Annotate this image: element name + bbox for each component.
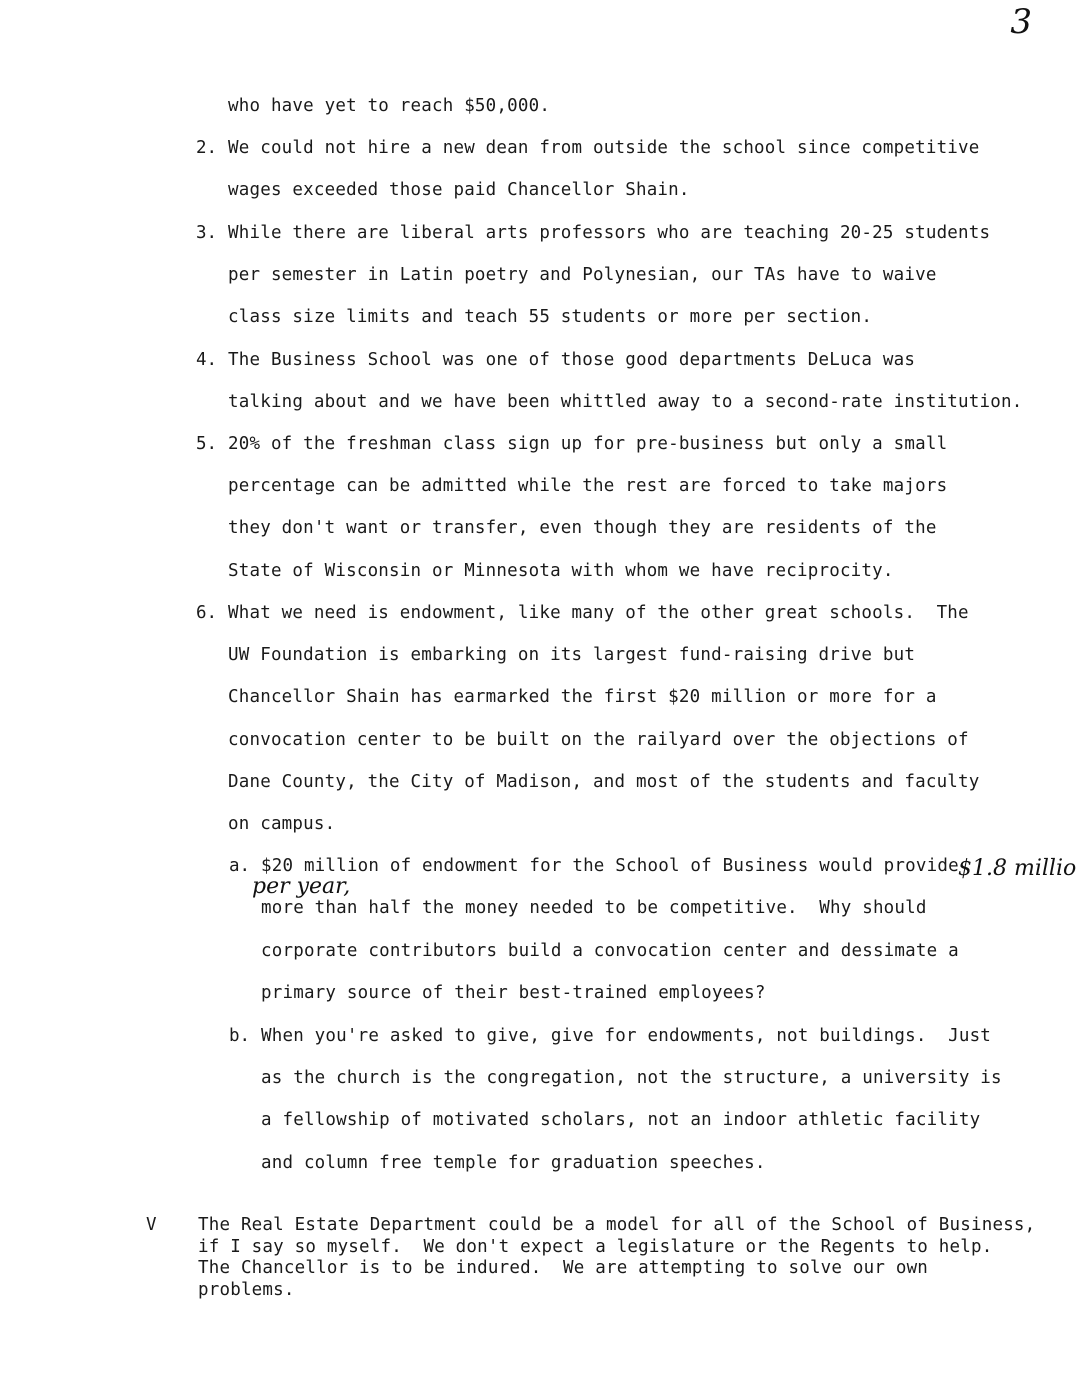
sub-item-line: primary source of their best-trained employees? [261,983,766,1003]
item-line: per semester in Latin poetry and Polynesian, our TAs have to waive [228,265,937,285]
item-line: class size limits and teach 55 students or more per section. [228,307,873,327]
sub-item-letter: a. [229,856,251,876]
section-line: The Real Estate Department could be a model for all of the School of Business, [198,1215,1036,1235]
item-line: Dane County, the City of Madison, and most of the students and faculty [228,772,980,792]
sub-item-line: and column free temple for graduation speeches. [261,1153,766,1173]
item-number: 5. [196,434,218,454]
item-line: they don't want or transfer, even though they are residents of the [228,518,937,538]
item-line: talking about and we have been whittled away to a second-rate institution. [228,392,1023,412]
section-line: if I say so myself. We don't expect a legislature or the Regents to help. [198,1237,993,1257]
item-line: Chancellor Shain has earmarked the first $20 million or more for a [228,687,937,707]
sub-item-line: $20 million of endowment for the School of Business would provide [261,856,959,876]
item-line: wages exceeded those paid Chancellor Shain. [228,180,690,200]
item-line: convocation center to be built on the railyard over the objections of [228,730,969,750]
item-line: The Business School was one of those good departments DeLuca was [228,350,916,370]
item-number: 2. [196,138,218,158]
item-line: 20% of the freshman class sign up for pre-business but only a small [228,434,948,454]
item-line: State of Wisconsin or Minnesota with whom we have reciprocity. [228,561,894,581]
item-line: What we need is endowment, like many of the other great schools. The [228,603,969,623]
sub-item-line: When you're asked to give, give for endowments, not buildings. Just [261,1026,992,1046]
item-number: 4. [196,350,218,370]
sub-item-letter: b. [229,1026,251,1046]
handwritten-inline-note: per year, [252,874,351,899]
section-line: The Chancellor is to be indured. We are attempting to solve our own [198,1258,929,1278]
handwritten-margin-note: $1.8 millio [958,856,1076,881]
item-line: UW Foundation is embarking on its largest fund-raising drive but [228,645,916,665]
item-line: We could not hire a new dean from outside the school since competitive [228,138,980,158]
sub-item-line: as the church is the congregation, not the structure, a university is [261,1068,1002,1088]
item-line: on campus. [228,814,336,834]
sub-item-line: more than half the money needed to be competitive. Why should [261,898,927,918]
sub-item-line: a fellowship of motivated scholars, not an indoor athletic facility [261,1110,981,1130]
section-line: problems. [198,1280,295,1300]
sub-item-line: corporate contributors build a convocation center and dessimate a [261,941,959,961]
item-number: 3. [196,223,218,243]
item-line: While there are liberal arts professors who are teaching 20-25 students [228,223,991,243]
section-label: V [146,1215,157,1235]
page-number: 3 [1010,2,1032,42]
item-line: percentage can be admitted while the rest are forced to take majors [228,476,948,496]
item-number: 6. [196,603,218,623]
intro-line: who have yet to reach $50,000. [228,96,551,116]
